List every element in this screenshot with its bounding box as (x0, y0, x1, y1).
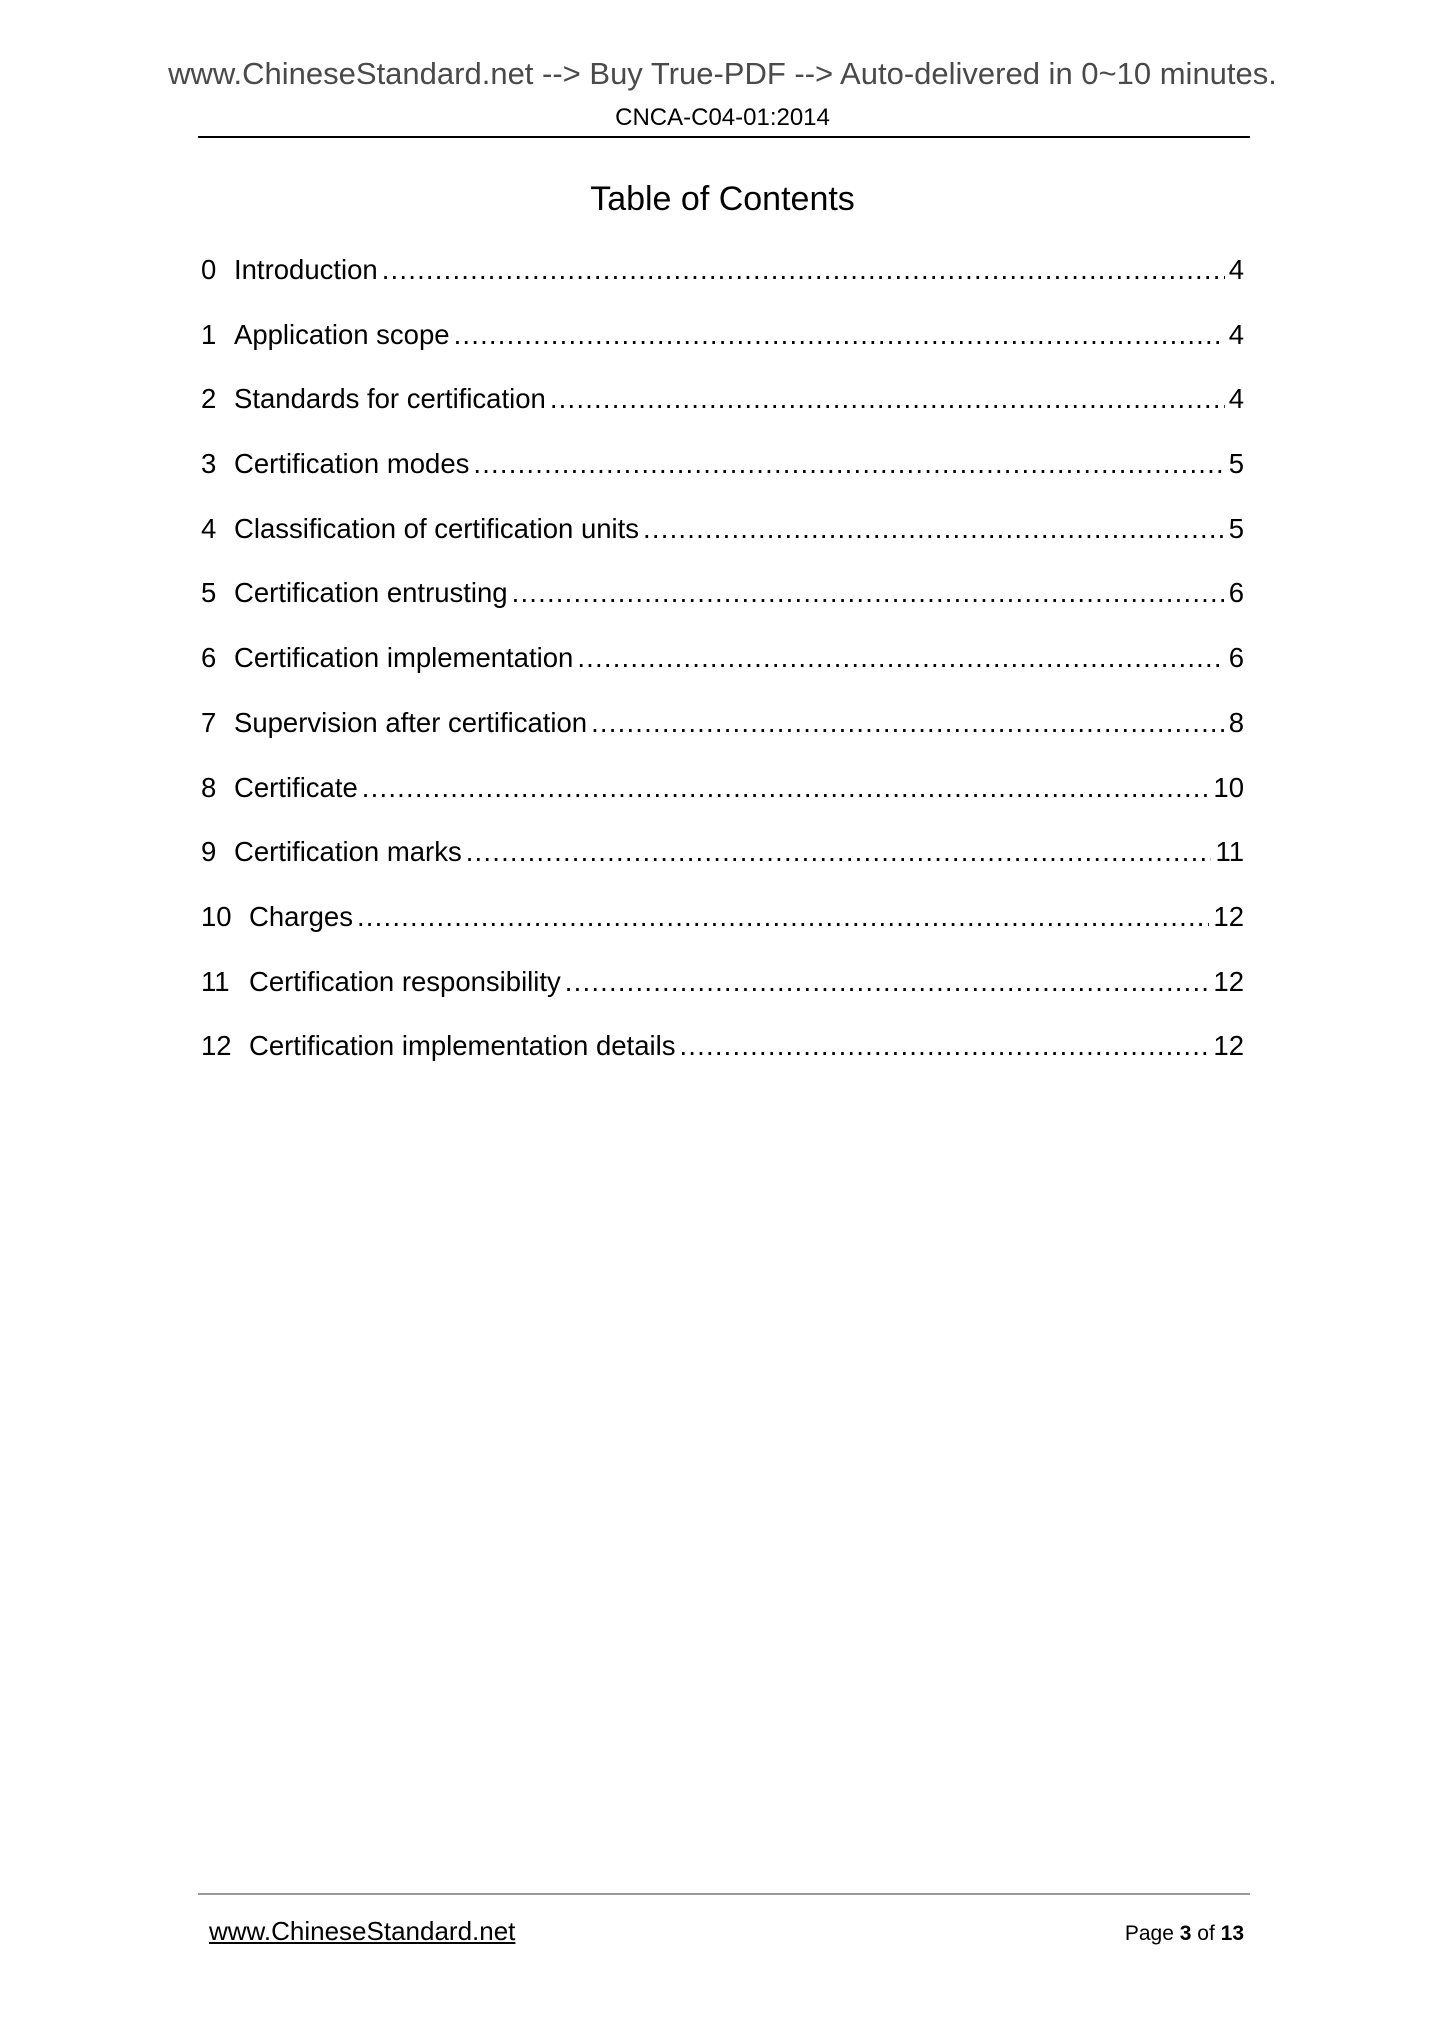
toc-dot-leader (679, 1030, 1209, 1062)
toc-entry-number: 11 (201, 965, 230, 997)
toc-entry[interactable] (201, 319, 1244, 384)
toc-entry-page: 4 (1228, 383, 1244, 415)
toc-entry[interactable] (201, 577, 1244, 642)
toc-entry-page: 12 (1213, 965, 1244, 997)
toc-entry-label: Introduction (234, 254, 378, 285)
toc-entry-label: Application scope (234, 318, 450, 350)
toc-entry-number: 6 (201, 642, 217, 674)
toc-entry[interactable] (201, 254, 1244, 319)
toc-entry-label: Supervision after certification (234, 706, 588, 738)
toc-entry-number: 8 (201, 771, 217, 803)
toc-entry-page: 12 (1213, 1030, 1244, 1062)
toc-dot-leader (550, 383, 1225, 415)
toc-entry-label: Certification modes (234, 448, 470, 480)
toc-dot-leader (382, 254, 1225, 286)
toc-entry-page: 12 (1213, 900, 1244, 932)
toc-entry[interactable] (201, 448, 1244, 513)
page-indicator (1125, 1922, 1244, 1946)
toc-entry-label: Standards for certification (234, 383, 546, 415)
toc-entry-number: 9 (201, 836, 217, 868)
toc-entry-number: 1 (201, 318, 217, 350)
footer-divider (198, 1893, 1250, 1895)
toc-entry-page: 10 (1213, 771, 1244, 803)
toc-title: Table of Contents (590, 180, 855, 218)
toc-entry[interactable] (201, 1030, 1244, 1095)
toc-entry-label: Classification of certification units (234, 512, 640, 544)
toc-dot-leader (591, 707, 1225, 739)
toc-entry[interactable] (201, 836, 1244, 901)
toc-entry-number: 4 (201, 512, 217, 544)
toc-entry-label: Certification implementation (234, 642, 574, 674)
toc-entry-page: 6 (1228, 642, 1244, 674)
toc-dot-leader (577, 642, 1224, 674)
toc-entry-label: Certificate (234, 771, 358, 803)
toc-dot-leader (466, 836, 1212, 868)
footer-website-link[interactable]: www.ChineseStandard.net (209, 1916, 516, 1946)
header-divider (198, 136, 1250, 138)
toc-dot-leader (643, 513, 1225, 545)
toc-entry[interactable] (201, 966, 1244, 1031)
current-page: 3 (1179, 1922, 1192, 1945)
toc-dot-leader (473, 448, 1224, 480)
toc-entry[interactable] (201, 901, 1244, 966)
header-banner: www.ChineseStandard.net --> Buy True-PDF --> Auto-delivered in 0~10 minutes. (168, 56, 1277, 91)
toc-dot-leader (454, 319, 1225, 351)
toc-entry[interactable] (201, 383, 1244, 448)
toc-entry-number: 10 (201, 900, 232, 932)
toc-entry-number: 3 (201, 448, 217, 480)
toc-entry-page: 6 (1228, 577, 1244, 609)
toc-entry[interactable] (201, 707, 1244, 772)
toc-entry-page: 11 (1215, 836, 1244, 868)
toc-entry-page: 5 (1228, 448, 1244, 480)
toc-entry-page: 5 (1228, 512, 1244, 544)
document-id: CNCA-C04-01:2014 (615, 104, 830, 131)
toc-dot-leader (512, 577, 1225, 609)
toc-dot-leader (565, 966, 1210, 998)
toc-dot-leader (357, 901, 1209, 933)
table-of-contents (201, 254, 1244, 1095)
toc-entry[interactable] (201, 513, 1244, 578)
toc-entry-number: 2 (201, 383, 217, 415)
toc-entry-number: 12 (201, 1030, 232, 1062)
toc-entry-page: 4 (1228, 318, 1244, 350)
toc-entry-number: 0 (201, 254, 217, 285)
toc-entry-label: Certification responsibility (249, 965, 561, 997)
toc-entry[interactable] (201, 772, 1244, 837)
toc-entry[interactable] (201, 642, 1244, 707)
toc-entry-page: 8 (1228, 706, 1244, 738)
toc-entry-label: Certification marks (234, 836, 462, 868)
toc-entry-page: 4 (1228, 254, 1244, 285)
toc-entry-number: 5 (201, 577, 217, 609)
toc-dot-leader (362, 772, 1210, 804)
page-prefix: Page (1124, 1922, 1180, 1945)
toc-entry-label: Certification implementation details (249, 1030, 676, 1062)
toc-entry-number: 7 (201, 706, 217, 738)
toc-entry-label: Certification entrusting (234, 577, 508, 609)
total-pages: 13 (1220, 1922, 1244, 1945)
page-separator: of (1191, 1922, 1221, 1945)
toc-entry-label: Charges (249, 900, 353, 932)
